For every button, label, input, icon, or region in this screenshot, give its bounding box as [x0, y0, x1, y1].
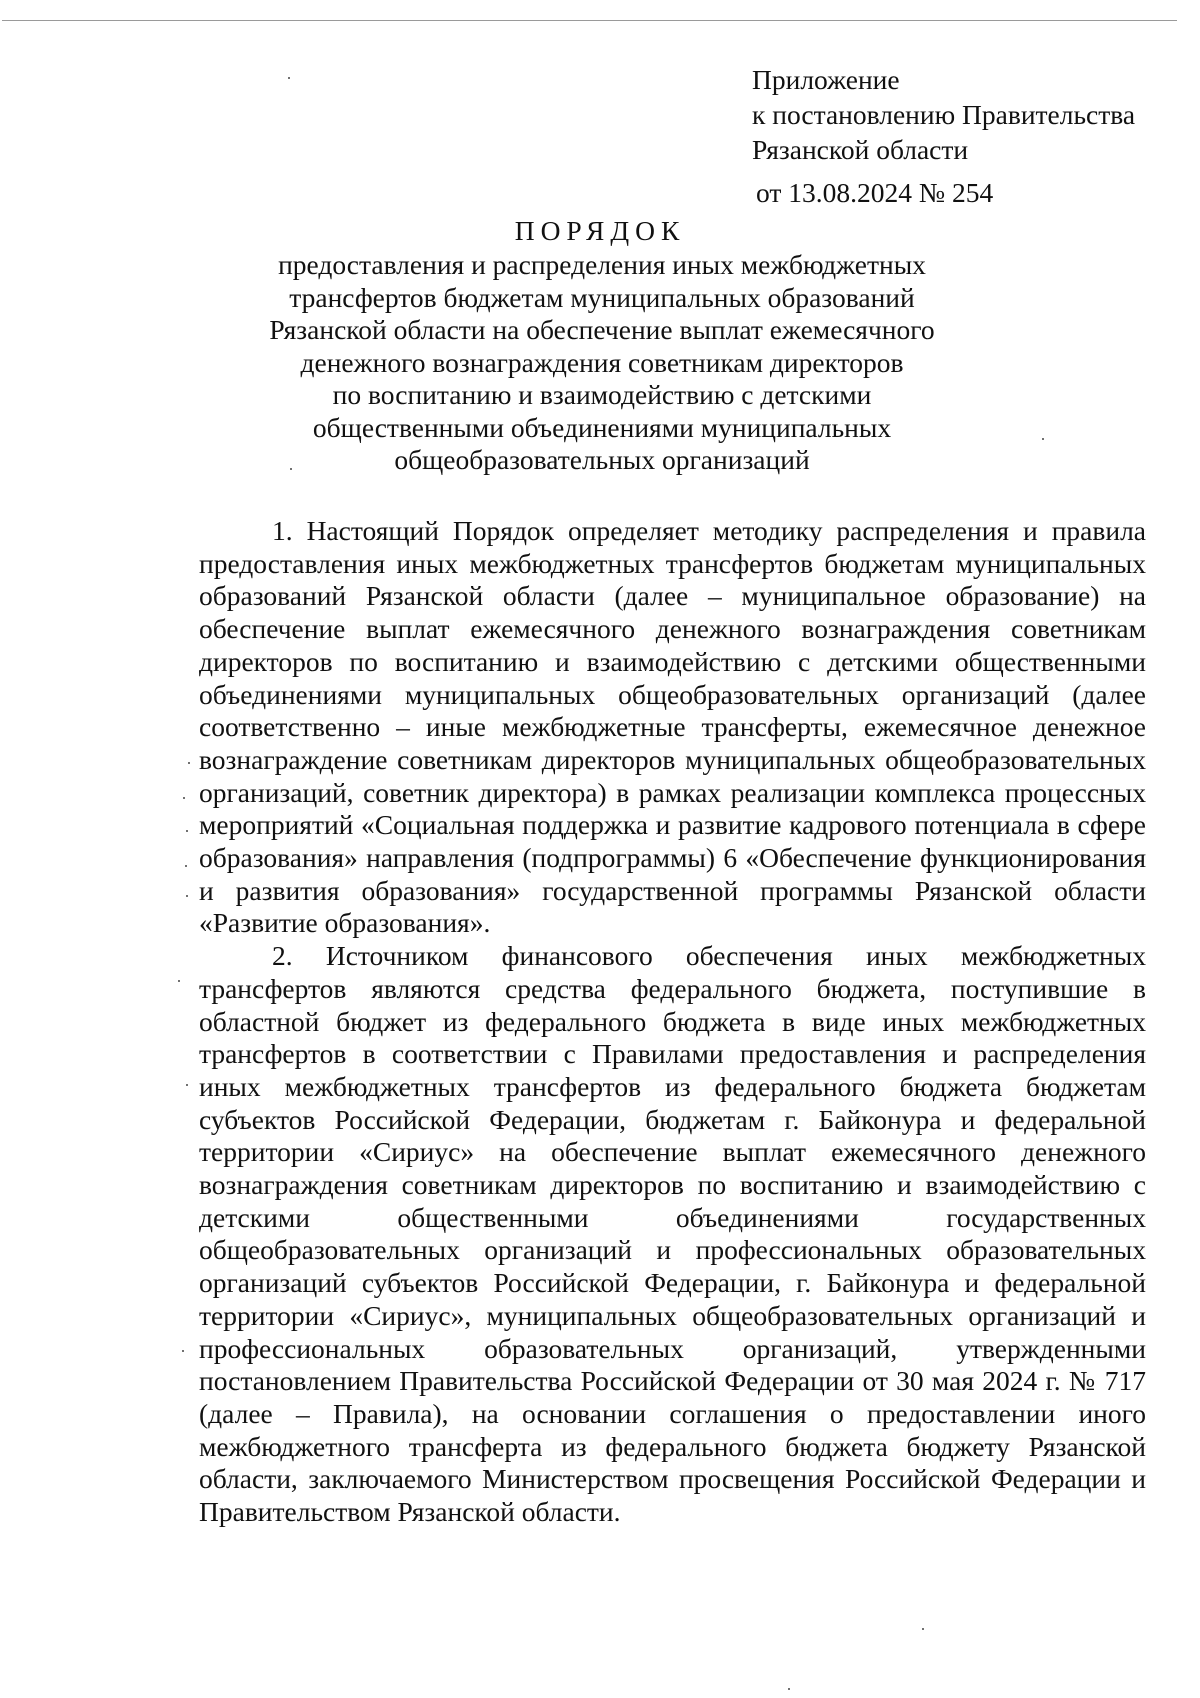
subtitle-line: предоставления и распределения иных межбюджетных — [278, 249, 926, 280]
subtitle-line: Рязанской области на обеспечение выплат ежемесячного — [269, 314, 935, 345]
subtitle-line: общеобразовательных организаций — [394, 444, 810, 475]
appendix-label: Приложение — [752, 64, 900, 95]
appendix-region: Рязанской области — [752, 134, 969, 165]
scan-speck — [178, 980, 180, 982]
subtitle-line: по воспитанию и взаимодействию с детскими — [332, 379, 872, 410]
subtitle-line: денежного вознаграждения советникам директоров — [300, 346, 904, 378]
scan-speck — [1042, 438, 1044, 440]
scan-speck — [788, 1688, 790, 1690]
document-subtitle — [260, 249, 944, 477]
document-title: ПОРЯДОК — [514, 215, 686, 246]
scan-speck — [185, 865, 187, 867]
appendix-date-number: от 13.08.2024 № 254 — [756, 177, 994, 208]
scan-speck — [182, 1350, 184, 1352]
paragraph-2: 2. Источником финансового обеспечения иных межбюджетных трансфертов являются средства федерального бюджета, поступившие в областной бюджет из федерального бюджета в виде иных межбюджетных трансфертов в соответствии с Правилами предоставления и распределения иных межбюджетных трансфертов из федерального бюджета бюджетам субъектов Российской Федерации, бюджетам г. Байконура и федеральной территории «Сириус» на обеспечение выплат ежемесячного денежного вознаграждения советникам директоров по воспитанию и взаимодействию с детскими общественными объединениями государственных общеобразовательных организаций и профессиональных образовательных организаций субъектов Российской Федерации, г. Байконура и федеральной территории «Сириус», муниципальных общеобразовательных организаций и профессиональных образовательных организаций, утвержденными постановлением Правительства Российской Федерации от 30 мая 2024 г. № 717 (далее – Правила), на основании соглашения о предоставлении иного межбюджетного трансферта из федерального бюджета бюджету Рязанской области, заключаемого Министерством просвещения Российской Федерации и Правительством Рязанской области. — [199, 940, 1146, 1528]
appendix-reference: к постановлению Правительства — [752, 99, 1136, 130]
subtitle-line: трансфертов бюджетам муниципальных образований — [289, 281, 915, 313]
document-body — [199, 515, 1146, 1529]
paragraph-1: 1. Настоящий Порядок определяет методику распределения и правила предоставления иных межбюджетных трансфертов бюджетам муниципальных образований Рязанской области (далее – муниципальное образование) на обеспечение выплат ежемесячного денежного вознаграждения советникам директоров по воспитанию и взаимодействию с детскими общественными объединениями муниципальных общеобразовательных организаций (далее соответственно – иные межбюджетные трансферты, ежемесячное денежное вознаграждение советникам директоров муниципальных общеобразовательных организаций, советник директора) в рамках реализации комплекса процессных мероприятий «Социальная поддержка и развитие кадрового потенциала в сфере образования» направления (подпрограммы) 6 «Обеспечение функционирования и развития образования» государственной программы Рязанской области «Развитие образования». — [199, 515, 1146, 939]
scan-speck — [290, 468, 292, 470]
scan-speck — [288, 77, 290, 79]
scan-speck — [186, 830, 188, 832]
scan-speck — [188, 762, 190, 764]
appendix-header — [752, 62, 1135, 210]
scan-speck — [186, 1084, 188, 1086]
subtitle-line: общественными объединениями муниципальных — [312, 411, 892, 443]
scan-edge-line — [2, 20, 1177, 21]
scan-speck — [183, 797, 185, 799]
scan-speck — [186, 895, 188, 897]
scan-speck — [922, 1628, 924, 1630]
